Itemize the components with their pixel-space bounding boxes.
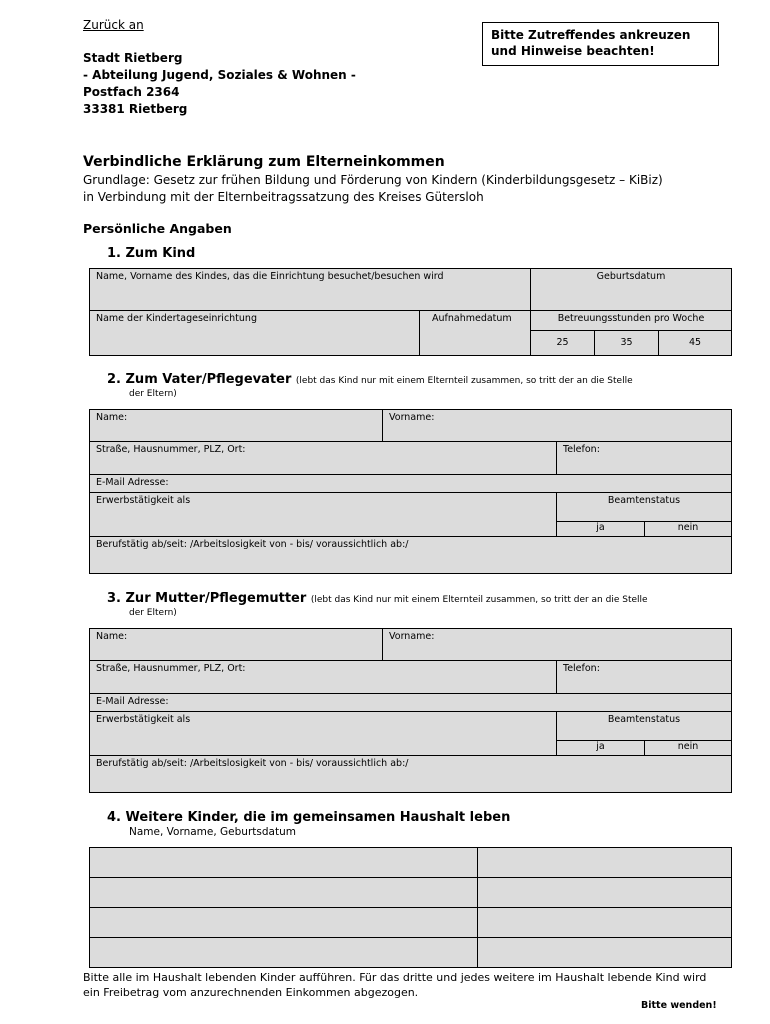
field-label: Telefon: <box>563 663 600 674</box>
footer-line: ein Freibetrag vom anzurechnenden Einkommen abgezogen. <box>83 986 419 999</box>
vater-name-field[interactable] <box>90 410 383 442</box>
field-label: Geburtsdatum <box>596 271 666 282</box>
section-kind-heading: 1. Zum Kind <box>107 246 196 261</box>
field-label: E-Mail Adresse: <box>96 477 169 488</box>
option-label: nein <box>677 522 699 533</box>
option-label: 35 <box>620 337 633 348</box>
section-title: 2. Zum Vater/Pflegevater <box>107 372 292 387</box>
field-label: Telefon: <box>563 444 600 455</box>
facility-field[interactable] <box>90 311 420 356</box>
option-label: ja <box>596 522 605 533</box>
mutter-table <box>89 628 732 793</box>
vater-occupation-field[interactable] <box>90 493 557 537</box>
vater-address-field[interactable] <box>90 442 557 475</box>
section-mutter-heading <box>107 591 648 606</box>
field-label: Erwerbstätigkeit als <box>96 495 191 506</box>
notice-box <box>482 22 719 66</box>
back-to-link: Zurück an <box>83 18 144 32</box>
weitere-child-4[interactable] <box>90 938 478 968</box>
vater-phone-field[interactable] <box>557 442 732 475</box>
vater-beamten-ja[interactable] <box>557 522 645 537</box>
address-line: Postfach 2364 <box>83 85 180 99</box>
field-label: Beamtenstatus <box>607 495 681 506</box>
section-weitere-sub: Name, Vorname, Geburtsdatum <box>129 826 296 838</box>
weitere-child-1[interactable] <box>90 848 478 878</box>
field-label: Erwerbstätigkeit als <box>96 714 191 725</box>
address-line: - Abteilung Jugend, Soziales & Wohnen - <box>83 68 356 82</box>
field-label: Betreuungsstunden pro Woche <box>557 313 705 324</box>
section-note-cont: der Eltern) <box>129 608 177 618</box>
notice-line: und Hinweise beachten! <box>491 44 655 58</box>
vater-beamten-nein[interactable] <box>645 522 732 537</box>
weitere-child-3-extra[interactable] <box>478 908 732 938</box>
field-label: Berufstätig ab/seit: /Arbeitslosigkeit von - bis/ voraussichtlich ab:/ <box>96 539 409 550</box>
field-label: Berufstätig ab/seit: /Arbeitslosigkeit von - bis/ voraussichtlich ab:/ <box>96 758 409 769</box>
field-label: Vorname: <box>389 631 435 642</box>
notice-line: Bitte Zutreffendes ankreuzen <box>491 28 691 42</box>
vater-email-field[interactable] <box>90 475 732 493</box>
footer-line: Bitte alle im Haushalt lebenden Kinder aufführen. Für das dritte und jedes weitere im Haushalt lebende Kind wird <box>83 971 707 984</box>
address-line: Stadt Rietberg <box>83 51 183 65</box>
kind-table <box>89 268 732 356</box>
field-label: Name, Vorname des Kindes, das die Einrichtung besuchet/besuchen wird <box>96 271 444 282</box>
vater-table <box>89 409 732 574</box>
mutter-beamten-nein[interactable] <box>645 741 732 756</box>
hours-option-45[interactable] <box>659 331 732 356</box>
field-label: Name: <box>96 412 128 423</box>
mutter-employment-period-field[interactable] <box>90 756 732 793</box>
hours-option-25[interactable] <box>531 331 595 356</box>
mutter-phone-field[interactable] <box>557 661 732 694</box>
field-label: Name der Kindertageseinrichtung <box>96 313 257 324</box>
option-label: ja <box>596 741 605 752</box>
option-label: nein <box>677 741 699 752</box>
mutter-occupation-field[interactable] <box>90 712 557 756</box>
hours-label-cell <box>531 311 732 331</box>
field-label: Vorname: <box>389 412 435 423</box>
mutter-email-field[interactable] <box>90 694 732 712</box>
mutter-beamten-ja[interactable] <box>557 741 645 756</box>
address-line: 33381 Rietberg <box>83 102 188 116</box>
vater-vorname-field[interactable] <box>383 410 732 442</box>
basis-line: Grundlage: Gesetz zur frühen Bildung und Förderung von Kindern (Kinderbildungsgesetz – KiBiz) <box>83 173 663 187</box>
field-label: Straße, Hausnummer, PLZ, Ort: <box>96 663 246 674</box>
weitere-child-3[interactable] <box>90 908 478 938</box>
admission-date-field[interactable] <box>420 311 531 356</box>
mutter-address-field[interactable] <box>90 661 557 694</box>
personal-heading: Persönliche Angaben <box>83 221 232 236</box>
child-name-field[interactable] <box>90 269 531 311</box>
vater-employment-period-field[interactable] <box>90 537 732 574</box>
weitere-child-2-extra[interactable] <box>478 878 732 908</box>
turn-page-note: Bitte wenden! <box>641 1000 717 1011</box>
vater-beamten-label <box>557 493 732 522</box>
legal-basis <box>83 172 663 206</box>
mutter-beamten-label <box>557 712 732 741</box>
option-label: 45 <box>688 337 702 348</box>
weitere-table <box>89 847 732 968</box>
section-note: (lebt das Kind nur mit einem Elternteil zusammen, so tritt der an die Stelle <box>310 595 648 605</box>
hours-option-35[interactable] <box>595 331 659 356</box>
mutter-name-field[interactable] <box>90 629 383 661</box>
field-label: Aufnahmedatum <box>432 313 512 324</box>
field-label: E-Mail Adresse: <box>96 696 169 707</box>
field-label: Beamtenstatus <box>607 714 681 725</box>
section-note-cont: der Eltern) <box>129 389 177 399</box>
footer-note <box>83 970 706 1000</box>
weitere-child-1-extra[interactable] <box>478 848 732 878</box>
field-label: Name: <box>96 631 128 642</box>
mutter-vorname-field[interactable] <box>383 629 732 661</box>
page-title: Verbindliche Erklärung zum Elterneinkommen <box>83 154 445 170</box>
section-note: (lebt das Kind nur mit einem Elternteil zusammen, so tritt der an die Stelle <box>295 376 633 386</box>
basis-line: in Verbindung mit der Elternbeitragssatzung des Kreises Gütersloh <box>83 190 484 204</box>
recipient-address <box>83 50 356 118</box>
birthdate-field[interactable] <box>531 269 732 311</box>
field-label: Straße, Hausnummer, PLZ, Ort: <box>96 444 246 455</box>
option-label: 25 <box>556 337 569 348</box>
section-vater-heading <box>107 372 633 387</box>
section-weitere-heading: 4. Weitere Kinder, die im gemeinsamen Haushalt leben <box>107 810 511 825</box>
weitere-child-4-extra[interactable] <box>478 938 732 968</box>
section-title: 3. Zur Mutter/Pflegemutter <box>107 591 307 606</box>
weitere-child-2[interactable] <box>90 878 478 908</box>
